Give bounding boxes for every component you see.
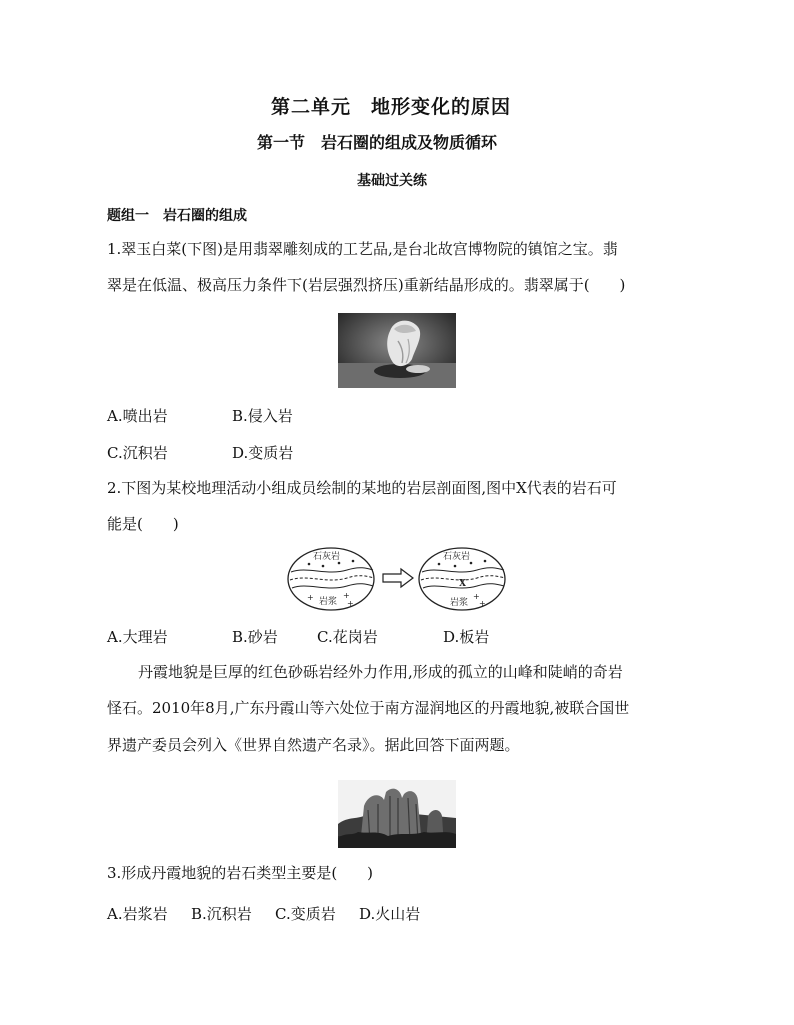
left-limestone-label: 石灰岩: [313, 552, 341, 562]
q3-option-d: D.火山岩: [359, 905, 421, 923]
svg-text:+: +: [347, 599, 354, 608]
svg-text:+: +: [473, 592, 480, 601]
process-arrow: [383, 569, 413, 587]
svg-text:+: +: [307, 593, 314, 602]
rock-profile-diagram: [287, 546, 507, 612]
q3-option-c: C.变质岩: [275, 905, 336, 923]
passage-line-1: 丹霞地貌是巨厚的红色砂砾岩经外力作用,形成的孤立的山峰和陡峭的奇岩: [138, 663, 623, 681]
q2-line-2: 能是( ): [107, 515, 179, 533]
q3-line-1: 3.形成丹霞地貌的岩石类型主要是( ): [107, 864, 374, 882]
right-limestone-label: 石灰岩: [443, 552, 471, 562]
passage-line-3: 界遗产委员会列入《世界自然遗产名录》。据此回答下面两题。: [107, 736, 520, 754]
q1-line-1: 1.翠玉白菜(下图)是用翡翠雕刻成的工艺品,是台北故宫博物院的镇馆之宝。翡: [107, 240, 618, 258]
q2-option-d: D.板岩: [443, 628, 490, 646]
q2-option-b: B.砂岩: [232, 628, 278, 646]
danxia-landform-photo: [338, 780, 456, 848]
q1-option-a: A.喷出岩: [107, 407, 168, 425]
right-x-label: X: [459, 579, 466, 589]
q3-option-b: B.沉积岩: [191, 905, 252, 923]
q3-option-a: A.岩浆岩: [107, 905, 168, 923]
q1-option-c: C.沉积岩: [107, 444, 168, 462]
q1-line-2: 翠是在低温、极高压力条件下(岩层强烈挤压)重新结晶形成的。翡翠属于( ): [107, 276, 626, 294]
q1-option-d: D.变质岩: [232, 444, 294, 462]
svg-text:+: +: [479, 599, 486, 608]
q2-option-c: C.花岗岩: [317, 628, 378, 646]
section-title: 第一节 岩石圈的组成及物质循环: [257, 133, 498, 152]
unit-title: 第二单元 地形变化的原因: [271, 96, 512, 118]
exercise-subtitle: 基础过关练: [357, 173, 427, 189]
q2-option-a: A.大理岩: [107, 628, 168, 646]
svg-text:+: +: [343, 591, 350, 600]
jade-cabbage-photo: [338, 313, 456, 388]
question-group-heading: 题组一 岩石圈的组成: [107, 208, 247, 224]
right-magma-label: 岩浆: [450, 598, 469, 608]
passage-line-2: 怪石。2010年8月,广东丹霞山等六处位于南方湿润地区的丹霞地貌,被联合国世: [107, 699, 630, 717]
q1-option-b: B.侵入岩: [232, 407, 293, 425]
q2-line-1: 2.下图为某校地理活动小组成员绘制的某地的岩层剖面图,图中X代表的岩石可: [107, 479, 617, 497]
left-magma-label: 岩浆: [319, 597, 338, 607]
